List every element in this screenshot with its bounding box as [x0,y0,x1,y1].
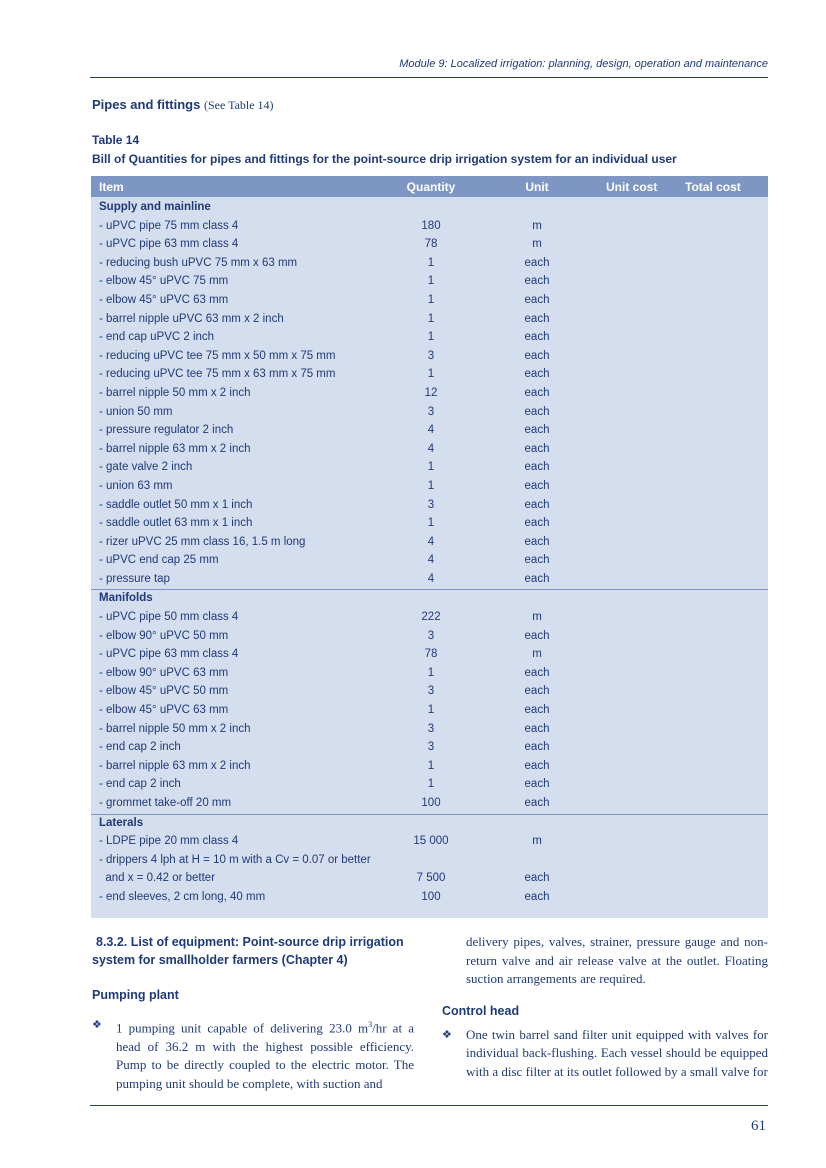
cell-quantity: 1 [427,517,435,530]
table-row [91,721,768,740]
cell-quantity: 3 [427,741,435,754]
cell-item: - reducing uPVC tee 75 mm x 50 mm x 75 mm [99,349,336,362]
cell-unit: each [524,872,550,885]
table-group-row [91,199,768,218]
cell-item: - uPVC end cap 25 mm [99,554,219,567]
cell-item: - elbow 45° uPVC 63 mm [99,293,229,306]
table-row [91,870,768,889]
table-row [91,889,768,908]
cell-unit: m [532,648,542,661]
cell-item: - uPVC pipe 75 mm class 4 [99,219,239,232]
cell-unit: m [532,835,542,848]
table-row [91,255,768,274]
table-row [91,404,768,423]
cell-quantity: 1 [427,331,435,344]
table-row [91,795,768,814]
header-item: Item [99,180,124,194]
cell-unit: each [524,368,550,381]
cell-unit: m [532,611,542,624]
cell-quantity: 3 [427,629,435,642]
cell-quantity: 1 [427,666,435,679]
cell-quantity: 4 [427,535,435,548]
cell-quantity: 4 [427,442,435,455]
equipment-heading-line1: 8.3.2. List of equipment: Point-source drip irrigation [96,935,404,949]
pumping-unit-bullet [92,1016,414,1093]
section-see-reference: (See Table 14) [203,98,274,112]
cell-unit: each [524,666,550,679]
page-number: 61 [751,1118,766,1134]
equipment-heading-line2: system for smallholder farmers (Chapter 4) [92,953,348,967]
section-title [92,97,274,113]
table-group-row [91,589,768,609]
table-row [91,459,768,478]
control-head-bullet [442,1026,768,1082]
cell-unit: each [524,256,550,269]
table-row [91,683,768,702]
table-row [91,478,768,497]
cell-quantity: 78 [424,238,438,251]
cell-unit: each [524,759,550,772]
pumping-continued-paragraph: delivery pipes, valves, strainer, pressure gauge and non-return valve and air release valve at the outlet. Floating suction arrangements are required. [466,934,768,986]
table-body [91,199,768,908]
table-row [91,348,768,367]
cell-quantity: 3 [427,405,435,418]
table-row [91,385,768,404]
table-row [91,273,768,292]
cell-quantity: 3 [427,498,435,511]
table-row [91,776,768,795]
cell-item: - pressure tap [99,572,170,585]
cell-quantity: 3 [427,349,435,362]
cell-unit: each [524,312,550,325]
cell-quantity: 12 [424,386,438,399]
cell-unit: each [524,741,550,754]
bullet-mark-icon: ❖ [92,1019,102,1031]
cell-item: - barrel nipple 50 mm x 2 inch [99,722,251,735]
cell-quantity: 100 [421,797,441,809]
table-row [91,236,768,255]
table-caption: Bill of Quantities for pipes and fittings for the point-source drip irrigation system for an individual user [92,152,677,166]
cell-unit: each [524,331,550,344]
bill-of-quantities-table [91,176,768,918]
cell-quantity: 1 [427,461,435,474]
table-row [91,441,768,460]
header-unit-cost: Unit cost [606,180,658,194]
cell-unit: each [524,424,550,437]
table-row [91,366,768,385]
table-number: Table 14 [92,133,140,147]
table-group-row [91,814,768,834]
control-head-text: One twin barrel sand filter unit equipped with valves for individual back-flushing. Each vessel should be equipped with a disc filter at its outlet followed by a small valve for [466,1026,768,1079]
cell-item: - reducing bush uPVC 75 mm x 63 mm [99,256,298,269]
cell-quantity: 4 [427,554,435,567]
table-row [91,665,768,684]
right-column [442,933,768,1081]
cell-quantity: 1 [427,368,435,381]
cell-item: - end cap uPVC 2 inch [99,331,215,344]
cell-unit: each [524,386,550,399]
footer-rule [90,1105,768,1106]
left-column [92,933,414,1093]
cell-quantity: 1 [427,479,435,492]
cell-item: - drippers 4 lph at H = 10 m with a Cv = 0.07 or better [99,853,371,866]
cell-quantity: 222 [421,611,441,624]
table-row [91,534,768,553]
cell-unit: each [524,275,550,288]
cell-item: - saddle outlet 50 mm x 1 inch [99,498,253,511]
cell-quantity: 3 [427,685,435,698]
cell-item: - saddle outlet 63 mm x 1 inch [99,517,253,530]
cell-unit: each [524,797,550,809]
header-quantity: Quantity [406,180,456,194]
cell-unit: each [524,572,550,585]
table-row [91,497,768,516]
cell-item: - union 50 mm [99,405,173,418]
cell-quantity: 1 [427,256,435,269]
cell-unit: each [524,704,550,717]
group-name: Manifolds [99,592,153,605]
table-row [91,552,768,571]
cell-item: - barrel nipple 63 mm x 2 inch [99,442,251,455]
pumping-text-start: 1 pumping unit capable of delivering 23.0 m [116,1020,369,1036]
cell-item: - uPVC pipe 50 mm class 4 [99,611,239,624]
cell-quantity: 1 [427,275,435,288]
cell-item: - elbow 90° uPVC 50 mm [99,629,229,642]
pumping-text-end: /hr at a head of 36.2 m with the highest possible efficiency. Pump to be directly coupled to the electric motor. The pumping unit should be complete, with suction and [116,1020,414,1091]
cell-quantity: 1 [427,759,435,772]
cell-item: - elbow 90° uPVC 63 mm [99,666,229,679]
cell-item: - end cap 2 inch [99,778,181,791]
cell-item: - pressure regulator 2 inch [99,424,234,437]
header-total-cost: Total cost [685,180,741,194]
cell-unit: each [524,405,550,418]
cell-item: - grommet take-off 20 mm [99,797,232,809]
cell-item: - gate valve 2 inch [99,461,193,474]
cell-quantity: 7 500 [416,872,446,885]
cell-quantity: 1 [427,704,435,717]
cell-unit: m [532,238,542,251]
cell-quantity: 100 [421,890,441,903]
cell-item: - elbow 45° uPVC 75 mm [99,275,229,288]
equipment-list-heading [92,933,414,969]
table-row [91,646,768,665]
table-row [91,833,768,852]
cell-quantity: 78 [424,648,438,661]
bullet-mark-icon: ❖ [442,1028,452,1041]
table-row [91,628,768,647]
cell-item: - barrel nipple 63 mm x 2 inch [99,759,251,772]
table-row [91,311,768,330]
cell-unit: each [524,498,550,511]
table-row [91,571,768,590]
cell-unit: each [524,554,550,567]
section-title-text: Pipes and fittings [92,97,201,112]
control-head-heading: Control head [442,1003,520,1018]
cell-quantity: 4 [427,424,435,437]
group-name: Supply and mainline [99,201,211,213]
cell-item: - end sleeves, 2 cm long, 40 mm [99,890,266,903]
cell-quantity: 180 [421,219,441,232]
pumping-plant-heading: Pumping plant [92,988,179,1002]
cell-unit: each [524,890,550,903]
table-row [91,702,768,721]
cell-quantity: 15 000 [413,835,449,848]
cell-item: - elbow 45° uPVC 63 mm [99,704,229,717]
cell-item: - elbow 45° uPVC 50 mm [99,685,229,698]
cell-unit: each [524,293,550,306]
cell-quantity: 4 [427,572,435,585]
cell-item: - end cap 2 inch [99,741,181,754]
running-head: Module 9: Localized irrigation: planning, design, operation and maintenance [399,58,768,70]
table-row [91,218,768,237]
cell-quantity: 3 [427,722,435,735]
cell-quantity: 1 [427,293,435,306]
cell-unit: each [524,722,550,735]
table-row [91,739,768,758]
header-rule [90,77,768,78]
table-row [91,422,768,441]
table-row [91,758,768,777]
cubic-superscript: 3 [368,1020,373,1029]
table-row [91,329,768,348]
cell-item: - uPVC pipe 63 mm class 4 [99,238,239,251]
cell-item: and x = 0.42 or better [99,872,216,885]
cell-unit: each [524,517,550,530]
cell-item: - barrel nipple 50 mm x 2 inch [99,386,251,399]
cell-unit: each [524,535,550,548]
cell-unit: each [524,461,550,474]
table-header-row [91,176,768,197]
cell-unit: each [524,349,550,362]
cell-item: - barrel nipple uPVC 63 mm x 2 inch [99,312,284,325]
cell-unit: m [532,219,542,232]
cell-quantity: 1 [427,312,435,325]
cell-item: - reducing uPVC tee 75 mm x 63 mm x 75 mm [99,368,336,381]
cell-item: - LDPE pipe 20 mm class 4 [99,835,239,848]
cell-unit: each [524,778,550,791]
header-unit: Unit [525,180,549,194]
cell-unit: each [524,629,550,642]
group-name: Laterals [99,816,144,829]
cell-item: - rizer uPVC 25 mm class 16, 1.5 m long [99,535,306,548]
table-row [91,852,768,871]
table-row [91,292,768,311]
cell-unit: each [524,685,550,698]
cell-unit: each [524,479,550,492]
cell-item: - union 63 mm [99,479,173,492]
cell-quantity: 1 [427,778,435,791]
table-row [91,515,768,534]
cell-item: - uPVC pipe 63 mm class 4 [99,648,239,661]
table-row [91,609,768,628]
cell-unit: each [524,442,550,455]
